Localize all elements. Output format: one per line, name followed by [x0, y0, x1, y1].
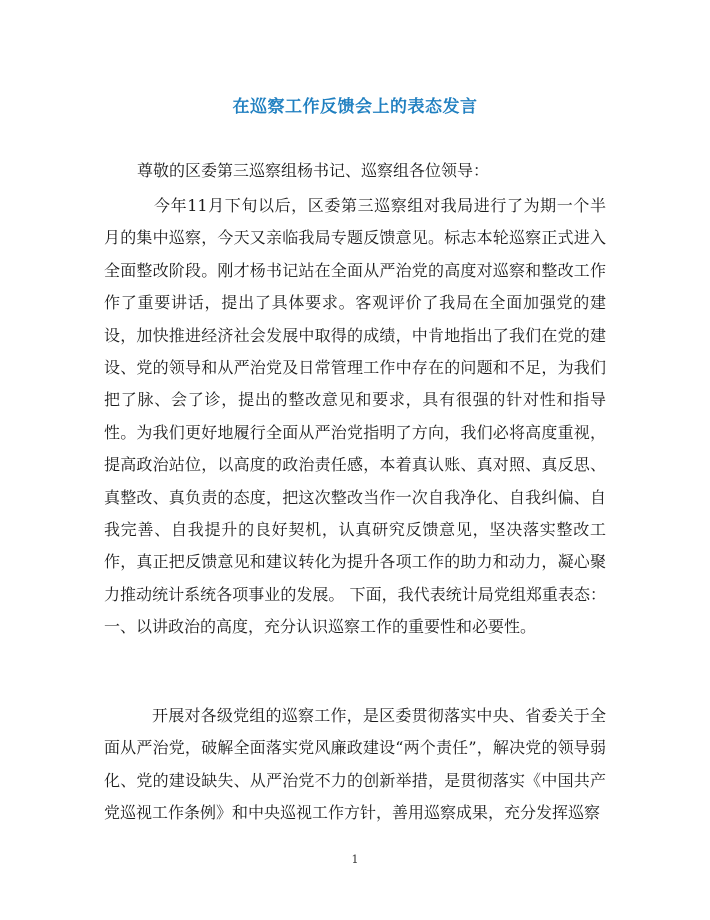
page-number: 1 [351, 853, 359, 866]
salutation-text: 尊敬的区委第三巡察组杨书记、巡察组各位领导： [137, 161, 490, 180]
paragraph-1: 今年11月下旬以后，区委第三巡察组对我局进行了为期一个半月的集中巡察，今天又亲临我局专题反馈意见。标志本轮巡察正式进入全面整改阶段。刚才杨书记站在全面从严治党的高度对巡察和整改工作作了重要讲话，提出了具体要求。客观评价了我局在全面加强党的建设，加快推进经济社会发展中取得的成绩，中肯地指出了我们在党的建设、党的领导和从严治党及日常管理工作中存在的问题和不足，为我们把了脉、会了诊，提出的整改意见和要求，具有很强的针对性和指导性。为我们更好地履行全面从严治党指明了方向，我们必将高度重视，提高政治站位，以高度的政治责任感，本着真认账、真对照、真反思、真整改、真负责的态度，把这次整改当作一次自我净化、自我纠偏、自我完善、自我提升的良好契机，认真研究反馈意见，坚决落实整改工作，真正把反馈意见和建议转化为提升各项工作的助力和动力，凝心聚力推动统计系统各项事业的发展。 下面，我代表统计局党组郑重表态：一、以讲政治的高度，充分认识巡察工作的重要性和必要性。 [104, 196, 606, 637]
document-title: 在巡察工作反馈会上的表态发言 [232, 97, 478, 117]
paragraph-2: 开展对各级党组的巡察工作，是区委贯彻落实中央、省委关于全面从严治党，破解全面落实党风廉政建设“两个责任”，解决党的领导弱化、党的建设缺失、从严治党不力的创新举措，是贯彻落实《中国共产党巡视工作条例》和中央巡视工作方针，善用巡察成果，充分发挥巡察 [104, 706, 606, 823]
salutation [104, 155, 606, 187]
